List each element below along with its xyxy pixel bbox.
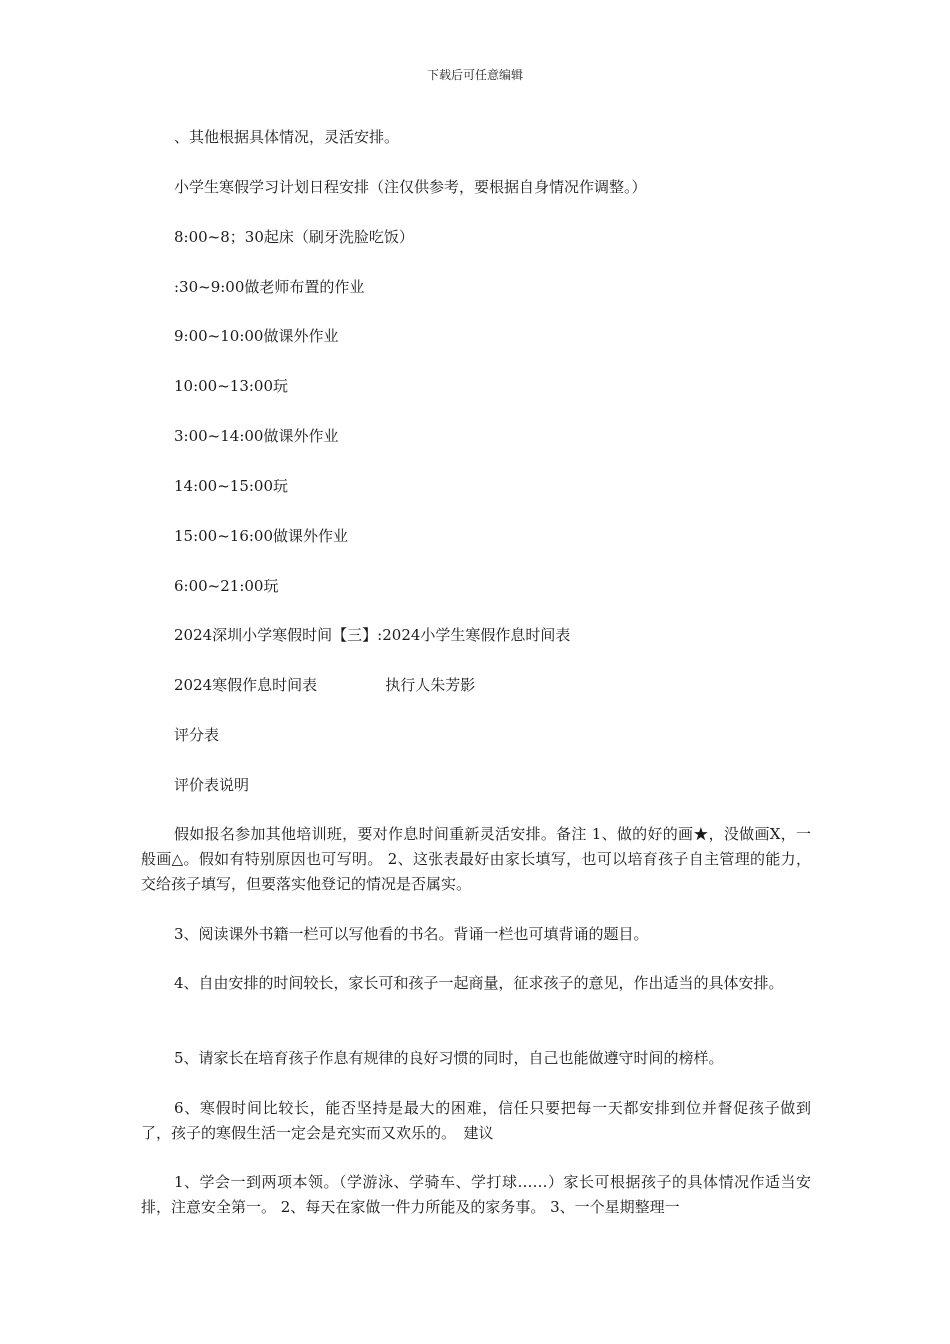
schedule-item: 9:00~10:00做课外作业 (174, 327, 339, 345)
text-line-plan-title: 小学生寒假学习计划日程安排（注仅供参考，要根据自身情况作调整。） (174, 178, 647, 196)
paragraph-suggestion: 1、学会一到两项本领。（学游泳、学骑车、学打球……）家长可根据孩子的具体情况作适当安排，注意安全第一。 2、每天在家做一件力所能及的家务事。 3、一个星期整理一 (141, 1173, 811, 1216)
page-header: 下载后可任意编辑 (426, 68, 523, 82)
paragraph-note-3: 3、阅读课外书籍一栏可以写他看的书名。背诵一栏也可填背诵的题目。 (174, 925, 649, 943)
paragraph-note-1: 假如报名参加其他培训班，要对作息时间重新灵活安排。备注 1、做的好的画★，没做画X，一般画△。假如有特别原因也可写明。 2、这张表最好由家长填写，也可以培育孩子自主管理的能力，交给孩子填写，但要落实他登记的情况是否属实。 (141, 825, 811, 893)
schedule-item: 15:00~16:00做课外作业 (174, 527, 349, 545)
paragraph-note-6: 6、寒假时间比较长，能否坚持是最大的困难，信任只要把每一天都安排到位并督促孩子做到了，孩子的寒假生活一定会是充实而又欢乐的。 建议 (141, 1099, 811, 1142)
schedule-item: 14:00~15:00玩 (174, 477, 289, 495)
score-sheet-label: 评分表 (174, 726, 220, 744)
eval-notes-label: 评价表说明 (174, 776, 250, 794)
schedule-item: 3:00~14:00做课外作业 (174, 427, 339, 445)
schedule-item: 10:00~13:00玩 (174, 377, 289, 395)
section-heading: 2024深圳小学寒假时间【三】:2024小学生寒假作息时间表 (174, 626, 571, 644)
timetable-executor: 执行人朱芳影 (385, 676, 476, 694)
schedule-item: 8:00~8；30起床（刷牙洗脸吃饭） (174, 228, 414, 246)
paragraph-note-5: 5、请家长在培育孩子作息有规律的良好习惯的同时，自己也能做遵守时间的榜样。 (174, 1049, 724, 1067)
timetable-title: 2024寒假作息时间表 (174, 676, 318, 694)
schedule-item: :30~9:00做老师布置的作业 (174, 278, 365, 296)
timetable-line (174, 675, 475, 695)
schedule-item: 6:00~21:00玩 (174, 577, 279, 595)
paragraph-note-4: 4、自由安排的时间较长，家长可和孩子一起商量，征求孩子的意见，作出适当的具体安排。 (174, 974, 784, 992)
text-line-arrange: 、其他根据具体情况，灵活安排。 (174, 128, 400, 146)
